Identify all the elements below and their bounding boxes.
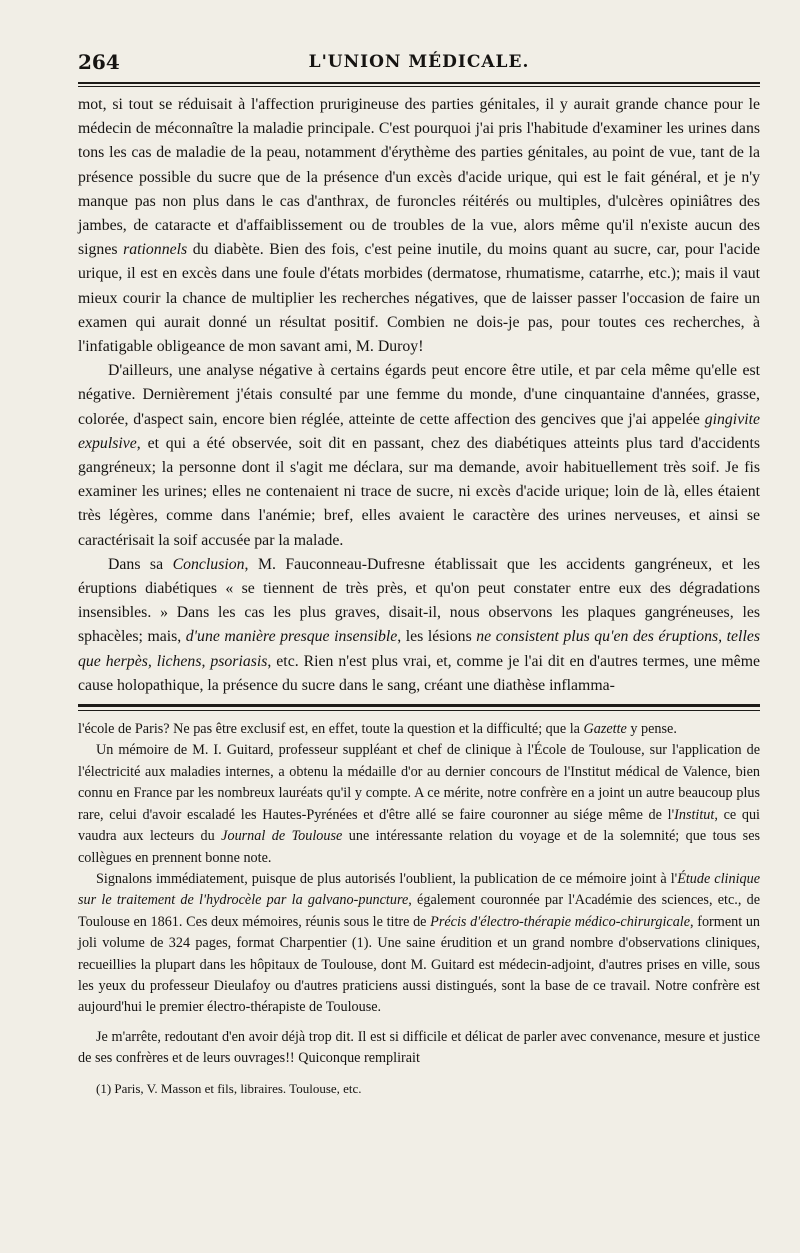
- paragraph-1: mot, si tout se réduisait à l'affection prurigineuse des parties génitales, il y aurait grande chance pour le médecin de méconnaître la maladie principale. C'est pourquoi j'ai pris l'habitude d'examiner les urines dans tons les cas de maladie de la peau, notamment d'érythème des parties génitales, au point de vue, tant de la présence possible du sucre que de la présence d'un excès d'acide urique, qui est le fait général, et je n'y manque pas non plus dans le cas d'anthrax, de furoncles réitérés ou multiples, d'ulcères opiniâtres des jambes, de cataracte et d'affaiblissement ou de troubles de la vue, alors même qu'il n'existe aucun des signes rationnels du diabète. Bien des fois, c'est peine inutile, du moins quant au sucre, car, pour l'acide urique, il est en excès dans une foule d'états morbides (dermatose, rhumatisme, catarrhe, etc.); mais il vaut mieux courir la chance de multiplier les recherches négatives, que de laisser passer l'occasion de faire un examen qui aurait donné un résultat positif. Combien ne dois-je pas, pour toutes ces recherches, à l'infatigable obligeance de mon savant ami, M. Duroy!: [78, 96, 760, 356]
- footnote: (1) Paris, V. Masson et fils, libraires. Toulouse, etc.: [96, 1080, 362, 1096]
- page-header: [78, 40, 760, 76]
- feuilleton-text: [78, 719, 760, 1098]
- running-title: L'UNION MÉDICALE.: [308, 52, 530, 72]
- note-paragraph-3: Signalons immédiatement, puisque de plus autorisés l'oublient, la publication de ce mémoire joint à l'Étude clinique sur le traitement de l'hydrocèle par la galvano-puncture, également couronnée par l'Académie des sciences, etc., de Toulouse en 1861. Ces deux mémoires, réunis sous le titre de Précis d'électro-thérapie médico-chirurgicale, forment un joli volume de 324 pages, format Charpentier (1). Une saine érudition et un grand nombre d'observations cliniques, recueillies la plupart dans les hôpitaux de Toulouse, dont M. Guitard est médecin-adjoint, d'autres prises en ville, sous les yeux du professeur Dieulafoy ou d'autres praticiens aussi distingués, sont la base de ce travail. Notre confrère est aujourd'hui le premier électro-thérapiste de Toulouse.: [78, 870, 761, 1016]
- note-paragraph-1: l'école de Paris? Ne pas être exclusif est, en effet, toute la question et la difficulté; que la Gazette y pense.: [78, 721, 677, 738]
- note-paragraph-4: Je m'arrête, redoutant d'en avoir déjà trop dit. Il est si difficile et délicat de parler avec convenance, mesure et justice de ses confrères et de leurs ouvrages!! Quiconque remplirait: [78, 1028, 760, 1067]
- note-spacer: [78, 1019, 760, 1027]
- main-text: [78, 93, 760, 698]
- note-paragraph-2: Un mémoire de M. I. Guitard, professeur suppléant et chef de clinique à l'École de Toulouse, sur l'application de l'électricité aux maladies internes, a obtenu la médaille d'or au dernier concours de l'Institut médical de Valence, bien connu en France par les nombreux lauréats qu'il y compte. A ce mérite, notre confrère en a joint un autre beaucoup plus rare, celui d'avoir escaladé les Hautes-Pyrénées et d'être allé se faire couronner au siége même de l'Institut, ce qui vaudra aux lecteurs du Journal de Toulouse une intéressante relation du voyage et de la solemnité; que tous ses collègues en prennent bonne note.: [78, 742, 761, 866]
- paragraph-3: Dans sa Conclusion, M. Fauconneau-Dufresne établissait que les accidents gangréneux, et les éruptions diabétiques « se tiennent de très près, et qu'on peut constater entre eux des dégradations insensibles. » Dans les cas les plus graves, disait-il, nous observons les plaques gangréneuses, les sphacèles; mais, d'une manière presque insensible, les lésions ne consistent plus qu'en des éruptions, telles que herpès, lichens, psoriasis, etc. Rien n'est plus vrai, et, comme je l'ai dit en d'autres termes, une même cause holopathique, la présence du sucre dans le sang, créant une diathèse inflamma-: [78, 555, 760, 694]
- page-number: 264: [78, 50, 120, 74]
- paragraph-2: D'ailleurs, une analyse négative à certains égards peut encore être utile, et par cela même qu'elle est négative. Dernièrement j'étais consulté par une femme du monde, d'une cinquantaine d'années, grasse, colorée, d'aspect sain, encore bien réglée, atteinte de cette affection des gencives que j'ai appelée gingivite expulsive, et qui a été observée, soit dit en passant, chez des diabétiques atteints plus tard d'accidents gangréneux; la personne dont il s'agit me déclara, sur ma demande, avoir habituellement très soif. Je fis examiner les urines; elles ne contenaient ni trace de sucre, ni excès d'acide urique; loin de là, elles étaient très légères, comme dans l'anémie; bref, elles avaient le caractère des urines nerveuses, et ainsi se caractérisait la soif accusée par la malade.: [78, 362, 760, 549]
- header-rule: [78, 82, 760, 87]
- feuilleton-rule: [78, 704, 760, 711]
